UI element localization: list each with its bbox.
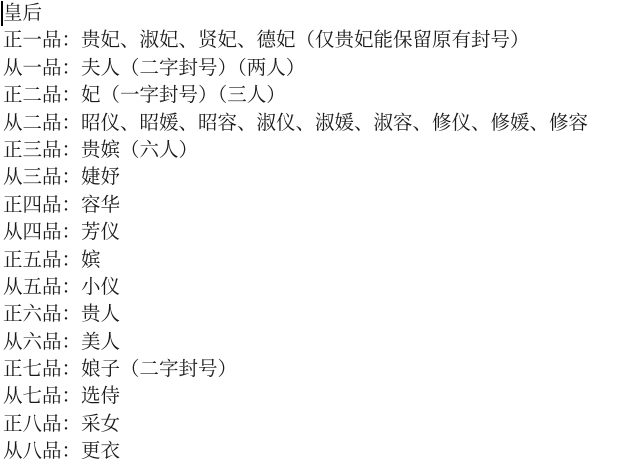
text-line-rank-6-lower: 从六品：美人 (3, 330, 121, 353)
text-line-rank-2-lower: 从二品：昭仪、昭媛、昭容、淑仪、淑媛、淑容、修仪、修媛、修容 (3, 111, 589, 134)
text-line-rank-4-upper: 正四品：容华 (3, 193, 121, 216)
text-caret (1, 1, 3, 26)
text-line-rank-6-upper: 正六品：贵人 (3, 303, 121, 326)
text-line-rank-2-upper: 正二品：妃（一字封号）（三人） (3, 84, 286, 107)
text-line-rank-1-upper: 正一品：贵妃、淑妃、贤妃、德妃（仅贵妃能保留原有封号） (3, 29, 530, 52)
text-line-rank-1-lower: 从一品：夫人（二字封号）（两人） (3, 56, 306, 79)
text-line-empress: 皇后 (3, 2, 43, 24)
text-line-rank-7-upper: 正七品：娘子（二字封号） (3, 358, 238, 381)
text-line-rank-5-lower: 从五品：小仪 (3, 275, 121, 298)
text-line-rank-5-upper: 正五品：嫔 (3, 248, 101, 271)
text-line-rank-8-upper: 正八品：采女 (3, 412, 121, 435)
text-line-rank-8-lower: 从八品：更衣 (3, 440, 121, 463)
text-line-rank-3-lower: 从三品：婕妤 (3, 166, 121, 189)
text-line-rank-4-lower: 从四品：芳仪 (3, 221, 121, 244)
text-line-rank-7-lower: 从七品：选侍 (3, 385, 121, 408)
text-line-rank-3-upper: 正三品：贵嫔（六人） (3, 138, 199, 161)
